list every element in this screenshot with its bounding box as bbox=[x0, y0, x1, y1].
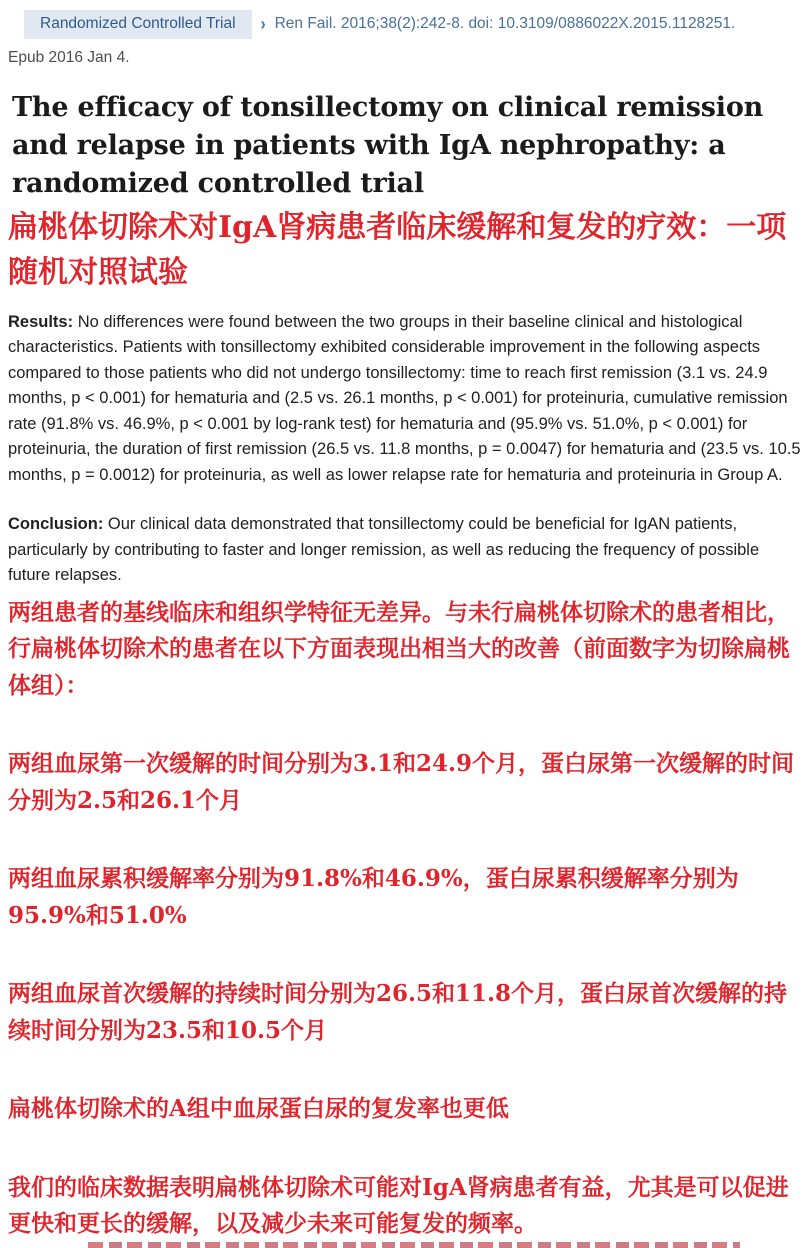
article-title-english: The efficacy of tonsillectomy on clinical remission and relapse in patients with IgA nephropathy: a randomized controlled trial bbox=[12, 91, 764, 200]
publication-type-badge[interactable]: Randomized Controlled Trial bbox=[24, 10, 252, 39]
citation-header bbox=[0, 0, 812, 39]
article-title-chinese-translation: 扁桃体切除术对IgA肾病患者临床缓解和复发的疗效：一项随机对照试验 bbox=[8, 210, 787, 290]
translation-paragraph-remission-duration: 两组血尿首次缓解的持续时间分别为26.5和11.8个月，蛋白尿首次缓解的持续时间分别为23.5和10.5个月 bbox=[8, 980, 788, 1044]
conclusion-text: Our clinical data demonstrated that tonsillectomy could be beneficial for IgAN patients, particularly by contributing to faster and longer remission, as well as reducing the frequency of possible future relapses. bbox=[8, 515, 760, 585]
journal-citation: Ren Fail. 2016;38(2):242-8. doi: 10.3109/0886022X.2015.1128251. bbox=[274, 15, 736, 33]
abstract-conclusion-paragraph bbox=[8, 512, 804, 589]
translation-paragraph-time-to-remission: 两组血尿第一次缓解的时间分别为3.1和24.9个月，蛋白尿第一次缓解的时间分别为2.5和26.1个月 bbox=[8, 750, 795, 814]
results-label: Results: bbox=[8, 312, 74, 331]
translation-paragraph-relapse-rate: 扁桃体切除术的A组中血尿蛋白尿的复发率也更低 bbox=[8, 1095, 509, 1123]
chevron-right-icon: › bbox=[260, 13, 266, 35]
epub-date: Epub 2016 Jan 4. bbox=[8, 48, 130, 66]
abstract-results-paragraph bbox=[8, 310, 804, 489]
translation-paragraph-cumulative-rate: 两组血尿累积缓解率分别为91.8%和46.9%，蛋白尿累积缓解率分别为95.9%和51.0% bbox=[8, 865, 739, 929]
conclusion-label: Conclusion: bbox=[8, 515, 104, 534]
results-text: No differences were found between the two groups in their baseline clinical and histological characteristics. Patients with tonsillectomy exhibited considerable improvement in the following aspects compared to those patients who did not undergo tonsillectomy: time to reach first remission (3.1 vs. 24.9 months, p < 0.001) for hematuria and (2.5 vs. 26.1 months, p < 0.001) for proteinuria, cumulative remission rate (91.8% vs. 46.9%, p < 0.001 by log-rank test) for hematuria and (95.9% vs. 51.0%, p < 0.001) for proteinuria, the duration of first remission (26.5 vs. 11.8 months, p = 0.0047) for hematuria and (23.5 vs. 10.5 months, p = 0.0012) for proteinuria, as well as lower relapse rate for hematuria and proteinuria in Group A. bbox=[8, 312, 801, 484]
translation-paragraph-conclusion: 我们的临床数据表明扁桃体切除术可能对IgA肾病患者有益，尤其是可以促进更快和更长的缓解，以及减少未来可能复发的频率。 bbox=[8, 1173, 789, 1238]
clipped-next-line-strip bbox=[88, 1242, 740, 1248]
translation-paragraph-baseline: 两组患者的基线临床和组织学特征无差异。与未行扁桃体切除术的患者相比，行扁桃体切除术的患者在以下方面表现出相当大的改善（前面数字为切除扁桃体组）： bbox=[8, 598, 790, 699]
